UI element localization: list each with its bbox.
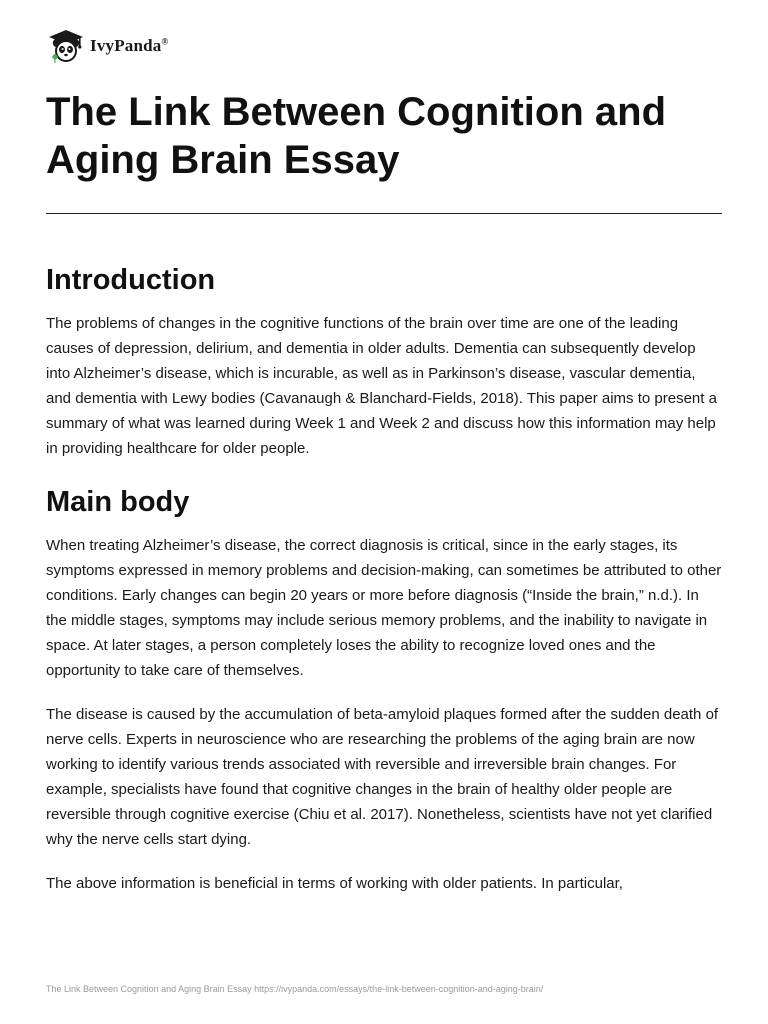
main-body-paragraph: The above information is beneficial in terms of working with older patients. In particular, [46,875,623,892]
main-body-paragraph: When treating Alzheimer’s disease, the correct diagnosis is critical, since in the early stages, its symptoms expressed in memory problems and decision-making, can sometimes be attributed to other conditions. Early changes can begin 20 years or more before diagnosis (“Inside the brain,” n.d.). In the middle stages, symptoms may include serious memory problems, and the inability to navigate in space. At later stages, a person completely loses the ability to recognize loved ones and the opportunity to take care of themselves. [46,537,722,679]
brand-name: IvyPanda® [90,36,169,55]
section-heading-main-body: Main body [46,486,190,518]
intro-paragraph: The problems of changes in the cognitive functions of the brain over time are one of the leading causes of depression, delirium, and dementia in older adults. Dementia can subsequently develop into Alzheimer’s disease, which is incurable, as well as in Parkinson’s disease, vascular dementia, and dementia with Lewy bodies (Cavanaugh & Blanchard-Fields, 2018). This paper aims to present a summary of what was learned during Week 1 and Week 2 and discuss how this information may help in providing healthcare for older people. [46,315,717,457]
essay-title: The Link Between Cognition and Aging Brain Essay [46,90,666,182]
panda-graduation-cap-logo-icon [46,26,86,66]
main-body-paragraph: The disease is caused by the accumulation of beta-amyloid plaques formed after the sudden death of nerve cells. Experts in neuroscience who are researching the problems of the aging brain are now working to identify various trends associated with reversible and irreversible brain changes. For example, specialists have found that cognitive changes in the brain of healthy older people are reversible through cognitive exercise (Chiu et al. 2017). Nonetheless, scientists have not yet clarified why the nerve cells start dying. [46,706,719,848]
section-heading-introduction: Introduction [46,264,216,296]
title-divider [46,213,722,214]
essay-body [46,262,722,896]
brand[interactable] [46,26,168,66]
page-footer-source: The Link Between Cognition and Aging Brain Essay https://ivypanda.com/essays/the-link-between-cognition-and-aging-brain/ [46,984,544,994]
